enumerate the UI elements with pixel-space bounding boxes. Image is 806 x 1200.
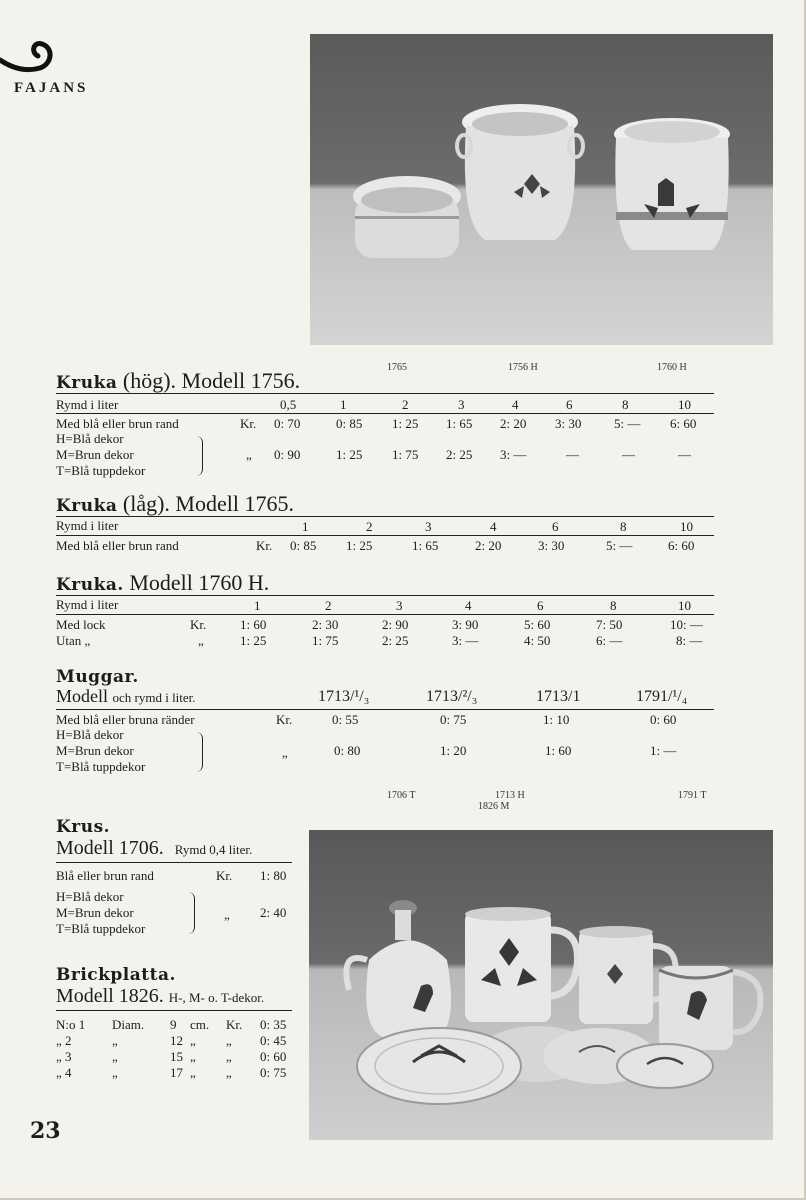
- brickplatta-diam: Diam.: [112, 1017, 145, 1032]
- brace: [188, 892, 195, 934]
- brickplatta-model-heading: [56, 985, 264, 1008]
- brace: [196, 436, 203, 476]
- kruka-1760-price2: 1: 25: [240, 633, 267, 648]
- kruka-lag-size: 3: [425, 519, 432, 534]
- kruka-hog-price: 1: 25: [392, 416, 419, 431]
- kruka-1760-price: 3: 90: [452, 617, 479, 632]
- rule: [56, 595, 714, 596]
- kruka-1760-price: 5: 60: [524, 617, 551, 632]
- kruka-1760-price: 7: 50: [596, 617, 623, 632]
- rule: [56, 393, 714, 394]
- photo-label-1756h: 1756 H: [508, 362, 538, 373]
- decor-m: M=Brun dekor: [56, 743, 134, 758]
- brickplatta-price: 0: 60: [260, 1049, 287, 1064]
- brickplatta-size: 9: [170, 1017, 177, 1032]
- decor-t: T=Blå tuppdekor: [56, 463, 146, 478]
- muggar-price2: 1: 20: [440, 743, 467, 758]
- brickplatta-price: 0: 45: [260, 1033, 287, 1048]
- muggar-model: 1713/²/₃: [426, 688, 478, 705]
- kruka-lag-price: 3: 30: [538, 538, 565, 553]
- rule: [56, 413, 714, 414]
- photo-jars: [310, 34, 773, 345]
- kruka-hog-size: 4: [512, 397, 519, 412]
- ditto-mark: „: [198, 633, 204, 648]
- kruka-1760-size: 1: [254, 598, 261, 613]
- kruka-1760-price2: 8: —: [676, 633, 703, 648]
- muggar-price2: 0: 80: [334, 743, 361, 758]
- muggar-price2: 1: —: [650, 743, 677, 758]
- krus-price: 1: 80: [260, 868, 287, 883]
- kruka-hog-model: Modell 1756.: [181, 368, 301, 393]
- brickplatta-decor-note: H-, M- o. T-dekor.: [168, 990, 265, 1005]
- decor-t: T=Blå tuppdekor: [56, 759, 146, 774]
- photo-label-1791t: 1791 T: [678, 790, 707, 801]
- binding-cord-icon: [0, 38, 56, 78]
- brickplatta-no: „ 2: [56, 1033, 72, 1048]
- ditto-mark: „: [282, 745, 288, 760]
- kruka-1760-currency: Kr.: [190, 617, 207, 632]
- kruka-hog-price: 3: 30: [555, 416, 582, 431]
- kruka-hog-name: Kruka: [56, 373, 118, 393]
- page-number: 23: [30, 1118, 61, 1144]
- muggar-price: 1: 10: [543, 712, 570, 727]
- kruka-hog-price2: 2: 25: [446, 447, 473, 462]
- brickplatta-diam: „: [112, 1049, 118, 1064]
- kruka-hog-size: 8: [622, 397, 629, 412]
- muggar-price2: 1: 60: [545, 743, 572, 758]
- kruka-lag-size: 8: [620, 519, 627, 534]
- muggar-name: Muggar.: [56, 667, 139, 687]
- kruka-hog-price2: —: [622, 447, 635, 462]
- krus-capacity: Rymd 0,4 liter.: [174, 842, 253, 857]
- kruka-hog-row1-label: Med blå eller brun rand: [56, 416, 179, 431]
- kruka-lag-size: 4: [490, 519, 497, 534]
- kruka-1760-capacity-label: Rymd i liter: [56, 597, 119, 612]
- kruka-1760-row1-label: Med lock: [56, 617, 106, 632]
- kruka-1760-price2: 2: 25: [382, 633, 409, 648]
- ditto-mark: „: [224, 907, 230, 922]
- krus-title: [56, 812, 110, 838]
- krus-price2: 2: 40: [260, 905, 287, 920]
- brickplatta-size: 12: [170, 1033, 183, 1048]
- kruka-lag-price: 6: 60: [668, 538, 695, 553]
- brickplatta-unit: „: [190, 1065, 196, 1080]
- decor-h: H=Blå dekor: [56, 727, 124, 742]
- kruka-1760-price2: 1: 75: [312, 633, 339, 648]
- kruka-1760-name: Kruka.: [56, 575, 124, 595]
- krus-name: Krus.: [56, 817, 111, 837]
- decor-h: H=Blå dekor: [56, 431, 124, 446]
- kruka-lag-price: 1: 25: [346, 538, 373, 553]
- kruka-hog-size: 2: [402, 397, 409, 412]
- muggar-price: 0: 60: [650, 712, 677, 727]
- kruka-lag-price: 2: 20: [475, 538, 502, 553]
- rule: [56, 862, 292, 863]
- brickplatta-model: Modell 1826.: [56, 985, 164, 1007]
- kruka-hog-price: 1: 65: [446, 416, 473, 431]
- kruka-lag-size: 6: [552, 519, 559, 534]
- kruka-1760-price: 2: 30: [312, 617, 339, 632]
- kruka-hog-size: 1: [340, 397, 347, 412]
- rule: [56, 709, 714, 710]
- kruka-hog-size: 10: [678, 397, 691, 412]
- kruka-lag-price: 0: 85: [290, 538, 317, 553]
- kruka-1760-model: Modell 1760 H.: [129, 570, 270, 595]
- kruka-lag-variant: (låg).: [122, 491, 170, 516]
- muggar-model-label-small: och rymd i liter.: [112, 690, 196, 705]
- kruka-1760-size: 4: [465, 598, 472, 613]
- muggar-model: 1713/¹/₃: [318, 688, 370, 705]
- kruka-hog-price: 2: 20: [500, 416, 527, 431]
- krus-row1-label: Blå eller brun rand: [56, 868, 154, 883]
- kruka-1760-price: 1: 60: [240, 617, 267, 632]
- kruka-hog-price: 5: —: [614, 416, 641, 431]
- krus-model: Modell 1706.: [56, 837, 164, 859]
- kruka-lag-size: 10: [680, 519, 693, 534]
- kruka-1760-price2: 3: —: [452, 633, 479, 648]
- rule: [56, 1010, 292, 1011]
- muggar-row1-label: Med blå eller bruna ränder: [56, 712, 195, 727]
- photo-label-1826m: 1826 M: [478, 801, 510, 812]
- kruka-hog-currency: Kr.: [240, 416, 257, 431]
- muggar-price: 0: 75: [440, 712, 467, 727]
- kruka-1760-size: 2: [325, 598, 332, 613]
- kruka-hog-size: 6: [566, 397, 573, 412]
- brickplatta-diam: „: [112, 1033, 118, 1048]
- brickplatta-no: „ 4: [56, 1065, 72, 1080]
- mugs-photo-illustration: [309, 830, 773, 1140]
- decor-h: H=Blå dekor: [56, 889, 124, 904]
- muggar-price: 0: 55: [332, 712, 359, 727]
- kruka-lag-name: Kruka: [56, 496, 118, 516]
- kruka-lag-capacity-label: Rymd i liter: [56, 518, 119, 533]
- kruka-lag-currency: Kr.: [256, 538, 273, 553]
- decor-m: M=Brun dekor: [56, 905, 134, 920]
- jars-photo-illustration: [310, 34, 773, 345]
- kruka-hog-price: 0: 70: [274, 416, 301, 431]
- muggar-model-heading: [56, 686, 196, 707]
- brickplatta-diam: „: [112, 1065, 118, 1080]
- kruka-1760-size: 3: [396, 598, 403, 613]
- kruka-hog-price2: —: [678, 447, 691, 462]
- kruka-1760-size: 10: [678, 598, 691, 613]
- brickplatta-unit: cm.: [190, 1017, 210, 1032]
- kruka-lag-row1-label: Med blå eller brun rand: [56, 538, 179, 553]
- brickplatta-cur: „: [226, 1049, 232, 1064]
- rule: [56, 614, 714, 615]
- photo-label-1760h: 1760 H: [657, 362, 687, 373]
- decor-t: T=Blå tuppdekor: [56, 921, 146, 936]
- kruka-hog-price2: 3: —: [500, 447, 527, 462]
- kruka-1760-price2: 6: —: [596, 633, 623, 648]
- kruka-1760-size: 6: [537, 598, 544, 613]
- brickplatta-no: N:o 1: [56, 1017, 86, 1032]
- brickplatta-unit: „: [190, 1049, 196, 1064]
- muggar-title: [56, 662, 139, 688]
- krus-model-heading: [56, 837, 252, 860]
- kruka-hog-price: 0: 85: [336, 416, 363, 431]
- kruka-hog-variant: (hög).: [122, 368, 177, 393]
- kruka-1760-price2: 4: 50: [524, 633, 551, 648]
- kruka-hog-price2: —: [566, 447, 579, 462]
- brickplatta-size: 15: [170, 1049, 183, 1064]
- brickplatta-title: [56, 960, 176, 986]
- kruka-hog-price2: 1: 25: [336, 447, 363, 462]
- section-label: FAJANS: [14, 80, 89, 96]
- tall-jar: [457, 104, 583, 240]
- decor-m: M=Brun dekor: [56, 447, 134, 462]
- kruka-hog-price2: 1: 75: [392, 447, 419, 462]
- kruka-1760-price: 10: —: [670, 617, 703, 632]
- kruka-hog-size: 3: [458, 397, 465, 412]
- muggar-model: 1713/1: [536, 688, 581, 705]
- photo-label-1706t: 1706 T: [387, 790, 416, 801]
- photo-label-1765: 1765: [387, 362, 407, 373]
- kruka-1760-title: [56, 570, 269, 596]
- rule: [56, 535, 714, 536]
- kruka-lag-price: 5: —: [606, 538, 633, 553]
- kruka-hog-title: [56, 368, 300, 394]
- photo-mugs: [309, 830, 773, 1140]
- kruka-lag-model: Modell 1765.: [175, 491, 294, 516]
- kruka-hog-capacity-label: Rymd i liter: [56, 397, 119, 412]
- low-jar: [353, 176, 461, 258]
- kruka-1760-price: 2: 90: [382, 617, 409, 632]
- brickplatta-no: „ 3: [56, 1049, 72, 1064]
- brickplatta-unit: „: [190, 1033, 196, 1048]
- brace: [196, 732, 203, 772]
- muggar-currency: Kr.: [276, 712, 293, 727]
- kruka-1760-row2-label: Utan „: [56, 633, 91, 648]
- brickplatta-price: 0: 35: [260, 1017, 287, 1032]
- kruka-hog-price2: 0: 90: [274, 447, 301, 462]
- kruka-lag-size: 2: [366, 519, 373, 534]
- kruka-lag-price: 1: 65: [412, 538, 439, 553]
- lidded-jar: [614, 118, 730, 250]
- brickplatta-cur: „: [226, 1033, 232, 1048]
- krus-currency: Kr.: [216, 868, 233, 883]
- kruka-hog-price: 6: 60: [670, 416, 697, 431]
- kruka-1760-size: 8: [610, 598, 617, 613]
- brickplatta-cur: Kr.: [226, 1017, 243, 1032]
- photo-label-1713h: 1713 H: [495, 790, 525, 801]
- ditto-mark: „: [246, 447, 252, 462]
- brickplatta-size: 17: [170, 1065, 183, 1080]
- brickplatta-price: 0: 75: [260, 1065, 287, 1080]
- muggar-model: 1791/¹/₄: [636, 688, 688, 705]
- brickplatta-cur: „: [226, 1065, 232, 1080]
- brickplatta-name: Brickplatta.: [56, 965, 176, 985]
- kruka-lag-title: [56, 491, 294, 517]
- kruka-lag-size: 1: [302, 519, 309, 534]
- kruka-hog-size: 0,5: [280, 397, 297, 412]
- muggar-model-label: Modell: [56, 686, 108, 706]
- rule: [56, 516, 714, 517]
